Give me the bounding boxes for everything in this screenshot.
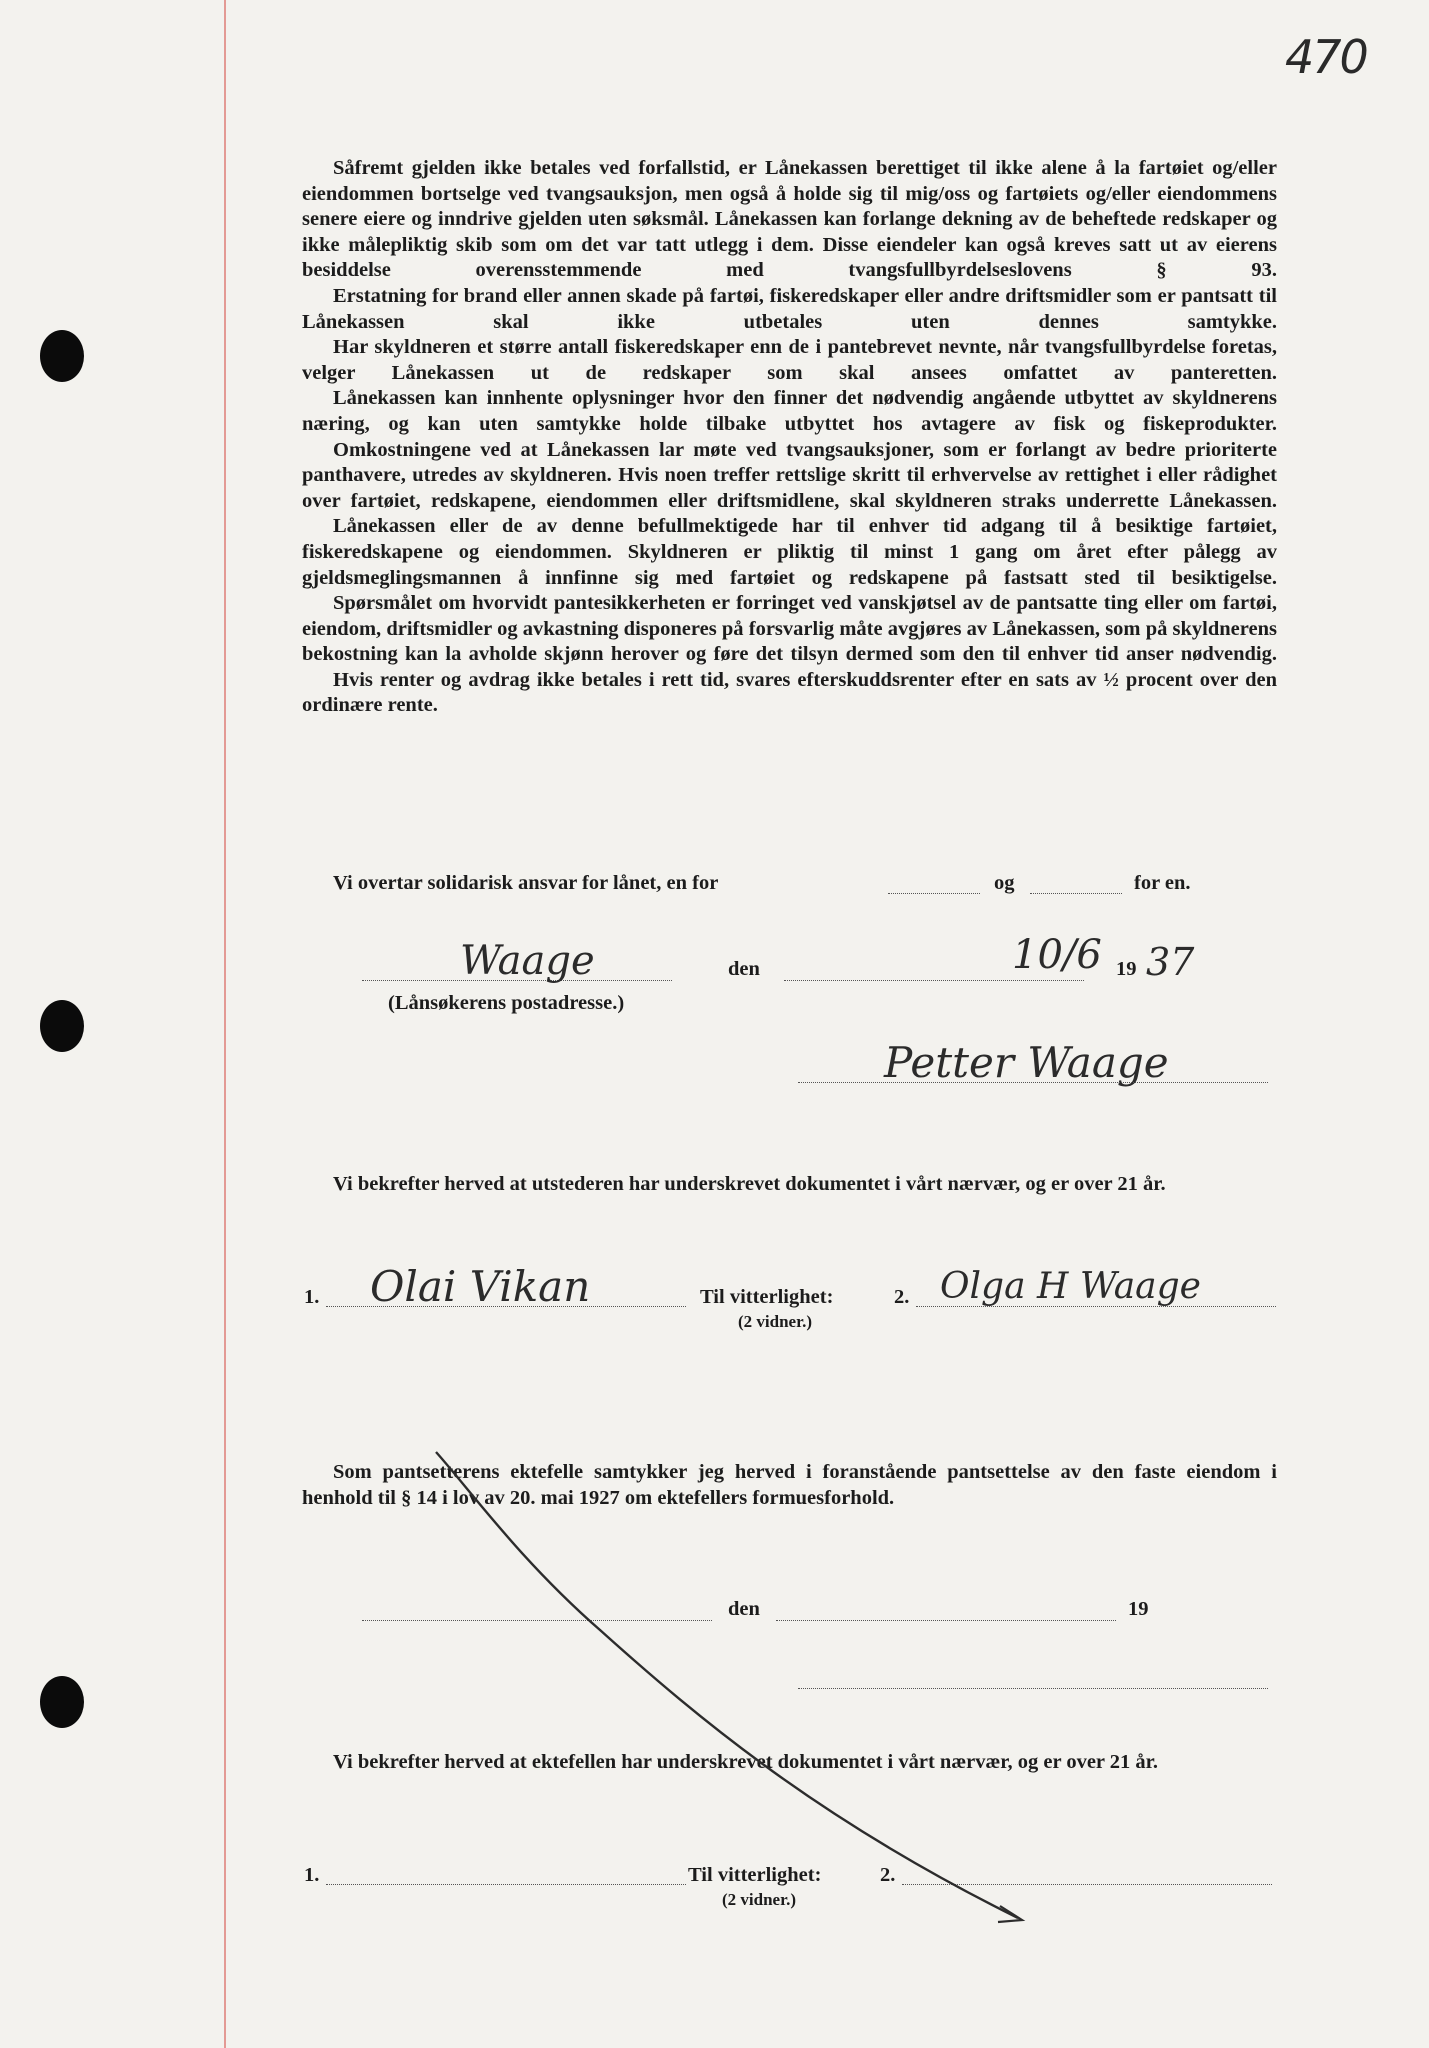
witness-statement-1: Vi bekrefter herved at utstederen har underskrevet dokumentet i vårt nærvær, og er over 21 år. xyxy=(333,1173,1166,1195)
paragraph-enforcement: Såfremt gjelden ikke betales ved forfallstid, er Lånekassen berettiget til ikke alene å la fartøiet og/eller eiendommen bortselge ved tvangsauksjon, men også å holde sig til mig/oss og fartøiets og/eller eiendommens senere eiere og inndrive gjelden uten søksmål. Lånekassen kan forlange dekning av de beheftede redskaper og ikke målepliktig skib som om det var tatt utlegg i dem. Disse eiendeler kan også kreves satt ut av eierens besiddelse overensstemmende med tvangsfullbyrdelseslovens § 93. xyxy=(302,157,1277,282)
paragraph-fishing-gear: Har skyldneren et større antall fiskeredskaper enn de i pantebrevet nevnte, når tvangsfullbyrdelse foretas, velger Lånekassen ut de redskaper som skal ansees omfattet av panteretten. xyxy=(302,336,1277,384)
page-number: 470 xyxy=(1285,30,1367,84)
spouse-year-prefix: 19 xyxy=(1128,1598,1149,1620)
date-year-prefix: 19 xyxy=(1116,958,1137,980)
witness1-num1: 1. xyxy=(304,1286,320,1308)
place-handwritten: Waage xyxy=(460,938,595,984)
witness1-label: Til vitterlighet: xyxy=(700,1286,834,1308)
spouse-consent-statement: Som pantsetterens ektefelle samtykker jeg herved i foranstående pantsettelse av den faste eiendom i henhold til § 14 i lov av 20. mai 1927 om ektefellers formuesforhold. xyxy=(302,1461,1277,1509)
witness2-num1: 1. xyxy=(304,1864,320,1886)
paragraph-security: Spørsmålet om hvorvidt pantesikkerheten er forringet ved vanskjøtsel av de pantsatte ting eller om fartøi, eiendom, driftsmidler og avkastning disponeres på forsvarlig måte avgjøres av Lånekassen, som på skyldnerens bekostning kan la avholde skjønn herover og føre det tilsyn dermed som den til enhver tid anser nødvendig. xyxy=(302,592,1277,666)
witness-statement-2: Vi bekrefter herved at ektefellen har underskrevet dokumentet i vårt nærvær, og er over 21 år. xyxy=(333,1751,1159,1773)
paragraph-compensation: Erstatning for brand eller annen skade på fartøi, fiskeredskaper eller andre driftsmidler som er pantsatt til Lånekassen skal ikke utbetales uten dennes samtykke. xyxy=(302,284,1277,333)
date-den: den xyxy=(728,958,760,980)
spouse-den: den xyxy=(728,1598,760,1620)
borrower-signature: Petter Waage xyxy=(884,1038,1169,1087)
paragraph-inspection: Lånekassen eller de av denne befullmektigede har til enhver tid adgang til å besiktige fartøiet, fiskeredskapene og eiendommen. Skyldneren er pliktig til minst 1 gang om året efter pålegg av gjeldsmeglingsmannen å innfinne sig med fartøiet og redskapene på fastsatt sted til besiktigelse. xyxy=(302,515,1277,589)
witness1-num2: 2. xyxy=(894,1286,910,1308)
date-handwritten: 10/6 xyxy=(1012,932,1102,978)
postaddress-label: (Lånsøkerens postadresse.) xyxy=(388,992,625,1014)
year-handwritten: 37 xyxy=(1146,940,1195,984)
paragraph-information: Lånekassen kan innhente oplysninger hvor den finner det nødvendig angående utbyttet av skyldnerens næring, og kan uten samtykke holde tilbake utbyttet hos avtagere av fisk og fiskeprodukter. xyxy=(302,387,1277,435)
witness2-label: Til vitterlighet: xyxy=(688,1864,822,1886)
witness2-note: (2 vidner.) xyxy=(722,1890,796,1909)
paragraph-interest: Hvis renter og avdrag ikke betales i rett tid, svares efterskuddsrenter efter en sats av ½ procent over den ordinære rente. xyxy=(302,668,1277,717)
witness1-signature: Olai Vikan xyxy=(370,1262,591,1311)
solidarity-prefix: Vi overtar solidarisk ansvar for lånet, en for xyxy=(333,872,719,894)
witness1-note: (2 vidner.) xyxy=(738,1312,812,1331)
paragraph-costs: Omkostningene ved at Lånekassen lar møte ved tvangsauksjoner, som er forlangt av bedre prioriterte panthavere, utredes av skyldneren. Hvis noen treffer rettslige skritt til erhvervelse av rettighet i eller rådighet over fartøiet, redskapene, eiendommen eller driftsmidlene, skal skyldneren straks underrette Lånekassen. xyxy=(302,438,1277,512)
solidarity-og: og xyxy=(994,872,1015,894)
solidarity-suffix: for en. xyxy=(1134,872,1191,894)
witness2-num2: 2. xyxy=(880,1864,896,1886)
witness2-signature: Olga H Waage xyxy=(940,1266,1201,1307)
